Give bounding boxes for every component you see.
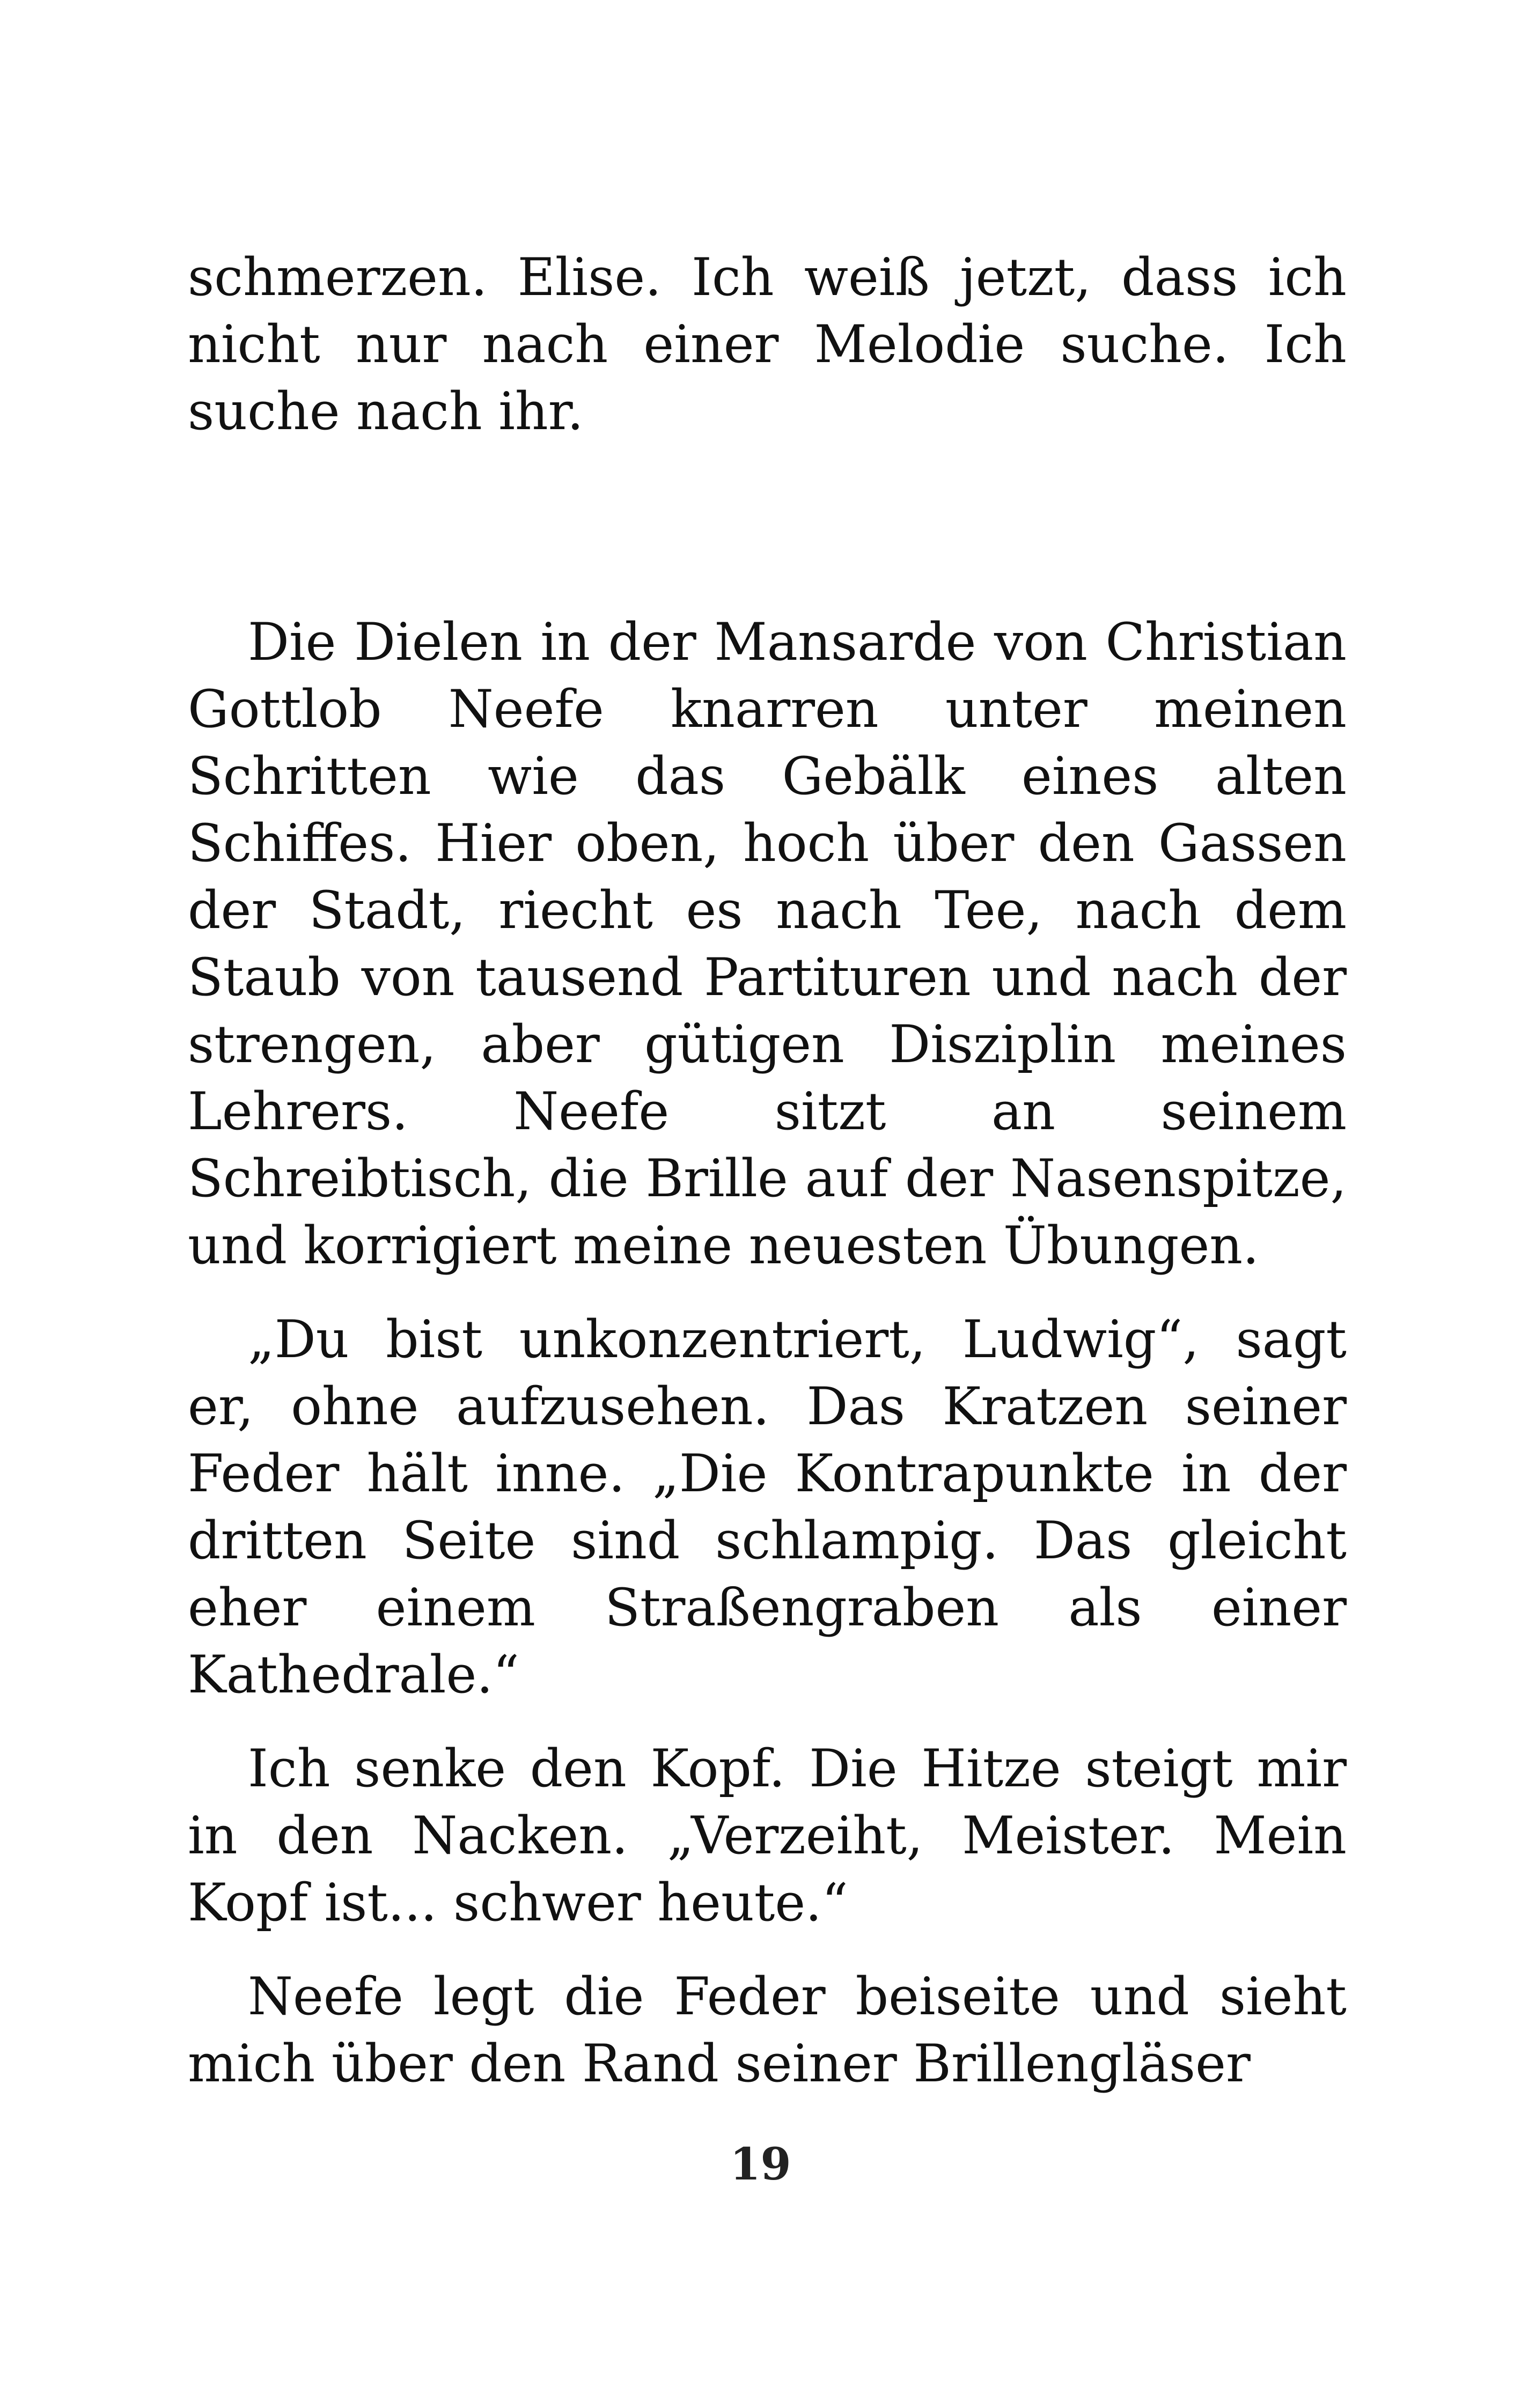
- paragraph-unkonzentriert: „Du bist unkonzentriert, Ludwig“, sagt er, ohne aufzusehen. Das Kratzen seiner Feder hält inne. „Die Kontrapunkte in der dritten Seite sind schlampig. Das gleicht eher einem Straßengraben als einer Kathedrale.“: [188, 1309, 1347, 1705]
- paragraph-neefe-feder: Neefe legt die Feder beiseite und sieht mich über den Rand seiner Brillengläser: [188, 1967, 1347, 2094]
- paragraph-mansarde: Die Dielen in der Mansarde von Christian Gottlob Neefe knarren unter meinen Schritten wie das Gebälk eines alten Schiffes. Hier oben, hoch über den Gassen der Stadt, riecht es nach Tee, nach dem Staub von tausend Partituren und nach der strengen, aber gütigen Disziplin meines Lehrers. Neefe sitzt an seinem Schreibtisch, die Brille auf der Nasenspitze, und korrigiert meine neuesten Übungen.: [188, 612, 1347, 1276]
- body-text: [188, 244, 1347, 2097]
- paragraph-senke-kopf: Ich senke den Kopf. Die Hitze steigt mir in den Nacken. „Verzeiht, Meister. Mein Kopf ist... schwer heute.“: [188, 1739, 1347, 1933]
- paragraph-continuation: schmerzen. Elise. Ich weiß jetzt, dass ich nicht nur nach einer Melodie suche. Ich suche nach ihr.: [188, 247, 1347, 441]
- page-number: 19: [730, 2139, 791, 2190]
